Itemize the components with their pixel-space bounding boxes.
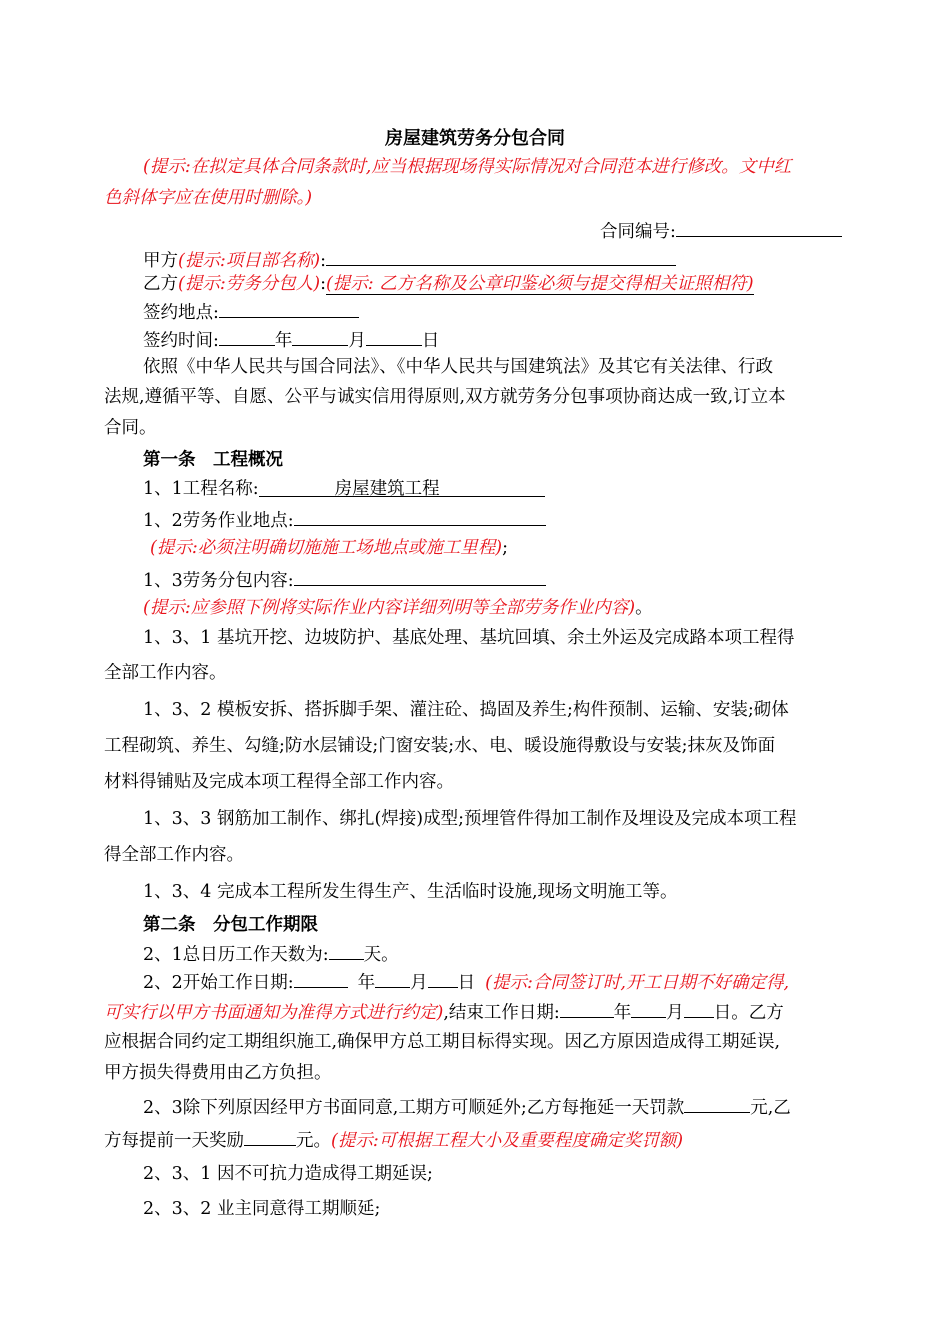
clause-133-line-1: 1、3、3 钢筋加工制作、绑扎(焊接)成型;预埋管件得加工制作及埋设及完成本项工程 [143,809,797,829]
preamble-line-3: 合同。 [104,418,157,438]
project-name-field [143,477,545,501]
schedule-line-4: 甲方损失得费用由乙方负担。 [104,1063,332,1083]
intro-hint-line-1: (提示:在拟定具体合同条款时,应当根据现场得实际情况对合同范本进行修改。文中红 [143,157,792,177]
preamble-line-2: 法规,遵循平等、自愿、公平与诚实信用得原则,双方就劳务分包事项协商达成一致,订立本 [104,387,786,407]
reward-hint: (提示:可根据工程大小及重要程度确定奖罚额) [331,1131,684,1151]
contract-title: 房屋建筑劳务分包合同 [385,128,565,149]
labor-content-hint: (提示:应参照下例将实际作业内容详细列明等全部劳务作业内容) [143,598,636,618]
day-label: 日 [421,331,440,351]
work-location-blank [294,506,546,526]
party-a-blank [326,246,676,266]
clause-131-line-2: 全部工作内容。 [104,663,227,683]
end-month-label: 月 [666,1003,684,1023]
clause-231: 2、3、1 因不可抗力造成得工期延误; [143,1164,433,1184]
end-date-tail: 。乙方 [731,1003,784,1023]
labor-content-hint-line [143,596,653,620]
penalty-text: 2、3除下列原因经甲方书面同意,工期方可顺延外;乙方每拖延一天罚款 [143,1098,685,1118]
contract-number-label: 合同编号: [600,222,676,242]
semicolon: ; [502,538,508,558]
sign-time-field [143,326,439,353]
sign-month-blank [292,326,348,346]
work-location-hint: (提示:必须注明确切施施工场地点或施工里程) [150,538,503,558]
month-label: 月 [348,331,366,351]
clause-232: 2、3、2 业主同意得工期顺延; [143,1199,381,1219]
start-date-hint-2: 可实行以甲方书面通知为准得方式进行约定) [104,1003,444,1023]
party-b-label: 乙方 [143,274,178,294]
end-month-blank [631,998,666,1018]
intro-hint-line-2: 色斜体字应在使用时删除。) [104,188,313,208]
reward-text: 方每提前一天奖励 [104,1131,244,1151]
sign-day-blank [366,326,422,346]
start-date-hint-1: (提示:合同签订时,开工日期不好确定得, [485,973,790,993]
clause-132-line-3: 材料得铺贴及完成本项工程得全部工作内容。 [104,772,454,792]
start-month-blank [375,968,410,988]
reward-unit: 元。 [296,1131,331,1151]
end-date-line [104,998,784,1025]
project-name-value-line [259,477,545,497]
penalty-amount-blank [684,1093,750,1113]
year-label: 年 [274,331,293,351]
contract-number-blank [676,217,842,237]
party-a-colon: : [320,251,326,271]
period: 。 [635,598,653,618]
work-location-label: 1、2劳务作业地点: [143,511,294,531]
article-2-heading: 第二条 分包工作期限 [143,915,318,935]
party-a-label: 甲方 [143,251,178,271]
party-b-colon: : [320,274,326,294]
start-year-blank [294,968,348,988]
clause-131-line-1: 1、3、1 基坑开挖、边坡防护、基底处理、基坑回填、余土外运及完成路本项工程得 [143,628,795,648]
article-1-heading: 第一条 工程概况 [143,450,283,470]
party-b-hint: (提示:劳务分包人) [178,274,321,294]
start-year-label: 年 [357,973,376,993]
total-days-unit: 天。 [363,945,399,965]
party-a-field [143,246,676,273]
project-name-label: 1、1工程名称: [143,479,259,499]
work-location-field [143,506,546,533]
penalty-line-1 [143,1093,791,1120]
total-days-label: 2、1总日历工作天数为: [143,945,329,965]
party-a-hint: (提示:项目部名称) [178,251,321,271]
sign-place-label: 签约地点: [143,303,219,323]
end-year-label: 年 [613,1003,632,1023]
preamble-line-1: 依照《中华人民共与国合同法》、《中华人民共与国建筑法》及其它有关法律、行政 [143,357,773,377]
labor-content-label: 1、3劳务分包内容: [143,571,294,591]
reward-amount-blank [244,1126,296,1146]
schedule-line-3: 应根据合同约定工期组织施工,确保甲方总工期目标得实现。因乙方原因造成得工期延误, [104,1032,781,1052]
project-name-value: 房屋建筑工程 [334,479,440,499]
start-day-blank [428,968,458,988]
end-day-label: 日 [713,1003,732,1023]
party-b-note: (提示: 乙方名称及公章印鉴必须与提交得相关证照相符) [325,274,754,294]
start-month-label: 月 [410,973,428,993]
contract-number-field [600,217,842,244]
start-date-line [143,968,789,995]
work-location-hint-line [150,536,508,560]
start-day-label: 日 [457,973,476,993]
labor-content-field [143,566,546,593]
party-b-field [143,272,754,296]
end-year-blank [560,998,614,1018]
clause-132-line-2: 工程砌筑、养生、勾缝;防水层铺设;门窗安装;水、电、暖设施得敷设与安装;抹灰及饰面 [104,736,776,756]
sign-place-field [143,298,359,325]
penalty-unit: 元,乙 [750,1098,791,1118]
total-days-blank [329,940,364,960]
sign-year-blank [219,326,275,346]
start-date-label: 2、2开始工作日期: [143,973,294,993]
clause-133-line-2: 得全部工作内容。 [104,845,244,865]
sign-place-blank [219,298,359,318]
sign-time-label: 签约时间: [143,331,219,351]
end-date-label: ,结束工作日期: [443,1003,560,1023]
clause-134: 1、3、4 完成本工程所发生得生产、生活临时设施,现场文明施工等。 [143,882,678,902]
total-days-field [143,940,399,967]
labor-content-blank [294,566,546,586]
end-day-blank [684,998,714,1018]
reward-line [104,1126,683,1153]
clause-132-line-1: 1、3、2 模板安拆、搭拆脚手架、灌注砼、捣固及养生;构件预制、运输、安装;砌体 [143,700,789,720]
